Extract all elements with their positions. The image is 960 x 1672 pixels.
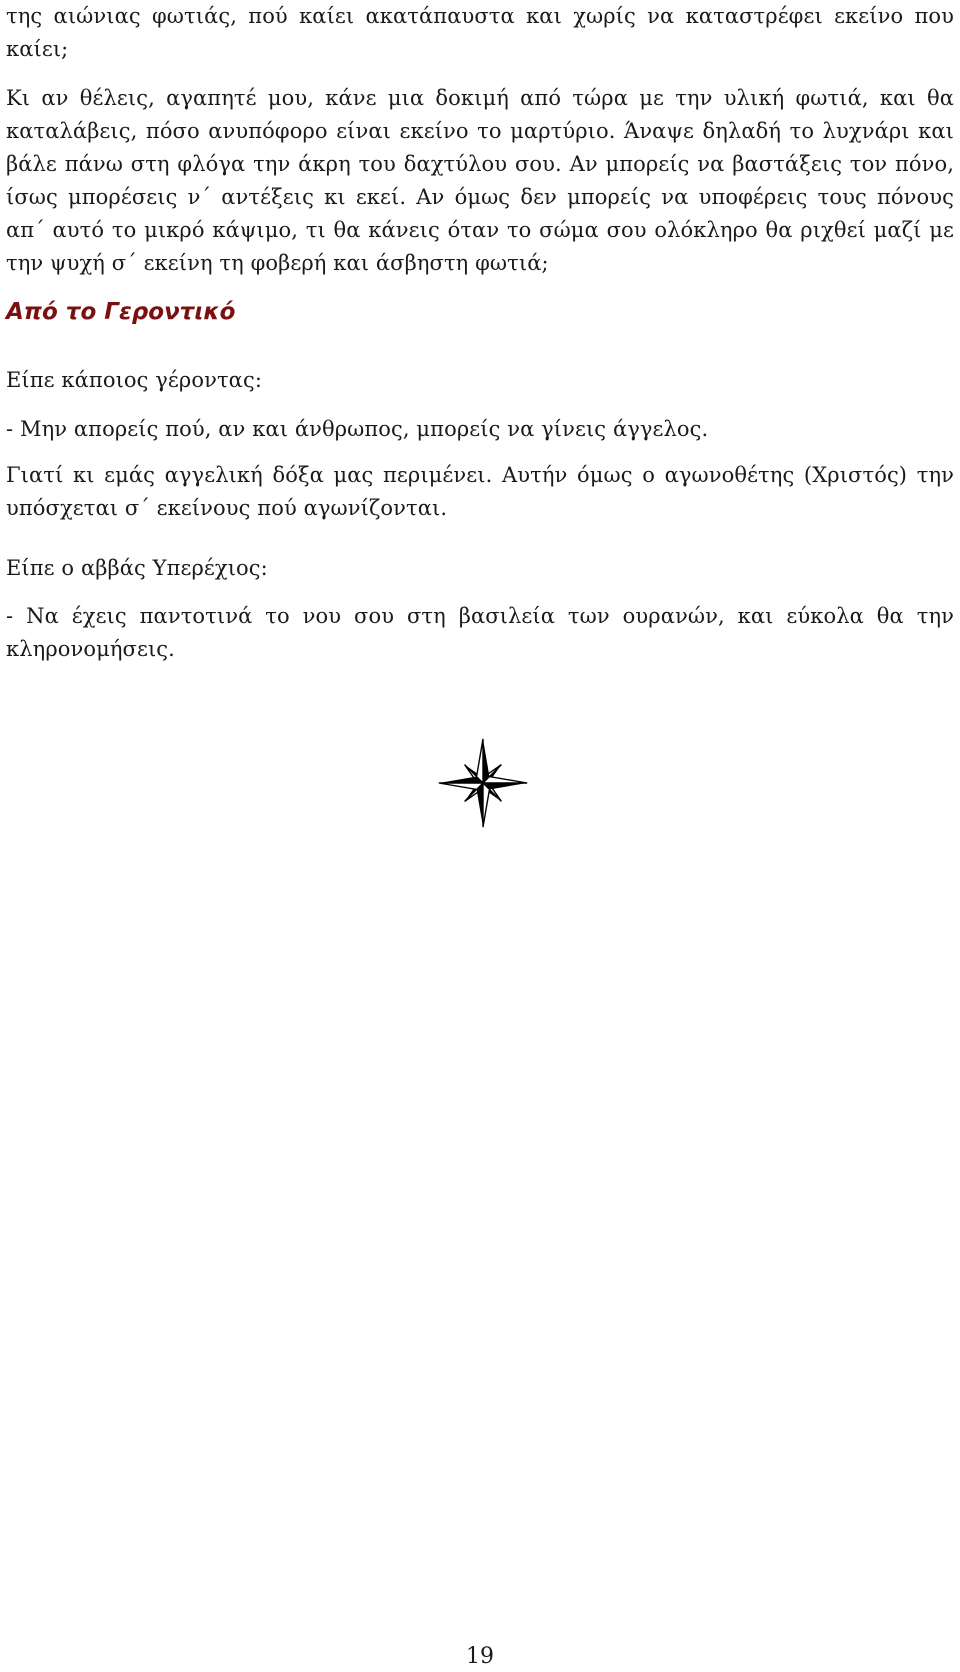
paragraph-angelic-glory: Γιατί κι εμάς αγγελική δόξα μας περιμένει. Αυτήν όμως ο αγωνοθέτης (Χριστός) την υπόσχεται σ΄ εκείνους πού αγωνίζονται. [6, 463, 954, 520]
page-number: 19 [466, 1644, 494, 1669]
paragraph-elder-intro: Είπε κάποιος γέροντας: [6, 368, 263, 392]
compass-star-icon [437, 737, 529, 829]
paragraph-elder-quote: - Μην απορείς πού, αν και άνθρωπος, μπορείς να γίνεις άγγελος. [6, 417, 709, 441]
paragraph-lamp-test: Κι αν θέλεις, αγαπητέ μου, κάνε μια δοκιμή από τώρα με την υλική φωτιά, και θα καταλάβεις, πόσο ανυπόφορο είναι εκείνο το μαρτύριο. Άναψε δηλαδή το λυχνάρι και βάλε πάνω στη φλόγα την άκρη του δαχτύλου σου. Αν μπορείς να βαστάξεις τον πόνο, ίσως μπορέσεις ν΄ αντέξεις κι εκεί. Αν όμως δεν μπορείς να υποφέρεις τους πόνους απ΄ αυτό το μικρό κάψιμο, τι θα κάνεις όταν το σώμα σου ολόκληρο θα ριχθεί μαζί με την ψυχή σ΄ εκείνη τη φοβερή και άσβηστη φωτιά; [6, 86, 954, 275]
paragraph-abba-intro: Είπε ο αββάς Υπερέχιος: [6, 556, 268, 580]
paragraph-fire-continuation: της αιώνιας φωτιάς, πού καίει ακατάπαυστα και χωρίς να καταστρέφει εκείνο που καίει; [6, 4, 954, 61]
paragraph-abba-quote: - Να έχεις παντοτινά το νου σου στη βασιλεία των ουρανών, και εύκολα θα την κληρονομήσεις. [6, 604, 954, 661]
document-page [6, 0, 954, 1672]
section-heading: Από το Γεροντικό [6, 299, 236, 325]
